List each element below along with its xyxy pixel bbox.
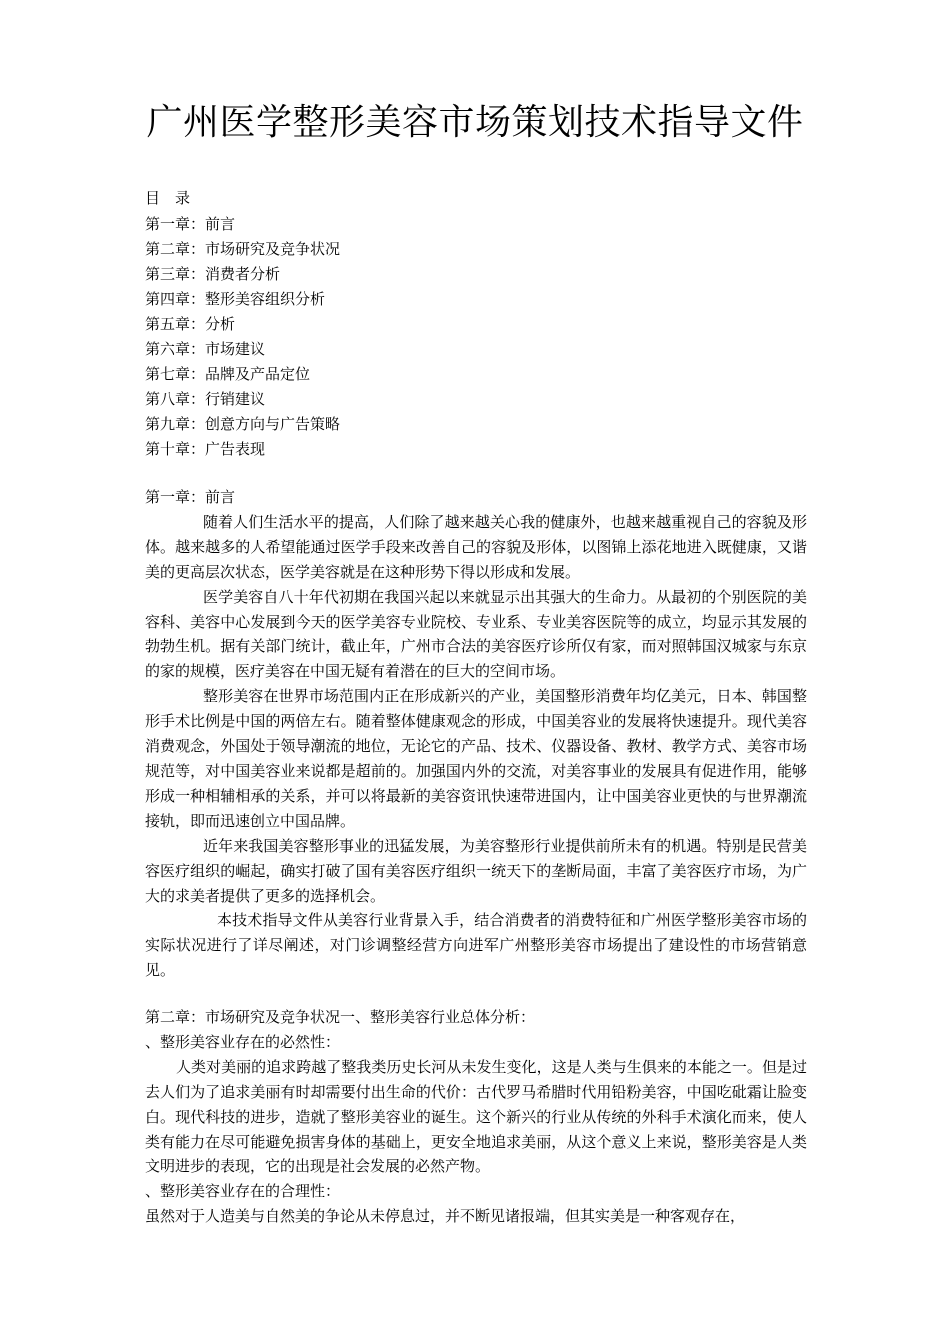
chapter-1-section [145,485,807,983]
toc-item: 第一章：前言 [145,215,236,233]
toc-item: 第四章：整形美容组织分析 [145,290,326,308]
table-of-contents [145,212,805,462]
toc-heading: 目 录 [145,189,191,207]
toc-item: 第七章：品牌及产品定位 [145,365,311,383]
chapter-2-paragraph: 虽然对于人造美与自然美的争论从未停息过，并不断见诸报端，但其实美是一种客观存在， [145,1207,746,1226]
toc-item: 第十章：广告表现 [145,440,266,458]
section-heading: 、整形美容业存在的合理性： [145,1182,341,1201]
chapter-1-paragraph: 医学美容自八十年代初期在我国兴起以来就显示出其强大的生命力。从最初的个别医院的美容科、美容中心发展到今天的医学美容专业院校、专业系、专业美容医院等的成立，均显示其发展的勃勃生机。据有关部门统计，截止年，广州市合法的美容医疗诊所仅有家，而对照韩国汉城家与东京的家的规模，医疗美容在中国无疑有着潜在的巨大的空间市场。 [145,587,807,681]
chapter-2-paragraph: 人类对美丽的追求跨越了整我类历史长河从未发生变化，这是人类与生俱来的本能之一。但是过去人们为了追求美丽有时却需要付出生命的代价：古代罗马希腊时代用铅粉美容，中国吃砒霜让脸变白。现代科技的进步，造就了整形美容业的诞生。这个新兴的行业从传统的外科手术演化而来，使人类有能力在尽可能避免损害身体的基础上，更安全地追求美丽，从这个意义上来说，整形美容是人类文明进步的表现，它的出现是社会发展的必然产物。 [145,1057,807,1176]
chapter-1-paragraph: 本技术指导文件从美容行业背景入手，结合消费者的消费特征和广州医学整形美容市场的实际状况进行了详尽阐述，对门诊调整经营方向进军广州整形美容市场提出了建设性的市场营销意见。 [145,911,807,980]
toc-item: 第五章：分析 [145,315,236,333]
toc-item: 第二章：市场研究及竞争状况 [145,240,341,258]
chapter-1-paragraph: 随着人们生活水平的提高，人们除了越来越关心我的健康外，也越来越重视自己的容貌及形体。越来越多的人希望能通过医学手段来改善自己的容貌及形体，以图锦上添花地进入既健康，又谐美的更高层次状态，医学美容就是在这种形势下得以形成和发展。 [145,512,807,581]
toc-item: 第八章：行销建议 [145,390,266,408]
toc-item: 第九章：创意方向与广告策略 [145,415,341,433]
chapter-2-heading: 第二章：市场研究及竞争状况一、整形美容行业总体分析： [145,1008,536,1026]
chapter-1-paragraph: 近年来我国美容整形事业的迅猛发展，为美容整形行业提供前所未有的机遇。特别是民营美容医疗组织的崛起，确实打破了国有美容医疗组织一统天下的垄断局面，丰富了美容医疗市场，为广大的求美者提供了更多的选择机会。 [145,836,807,905]
toc-item: 第六章：市场建议 [145,340,266,358]
document-title: 广州医学整形美容市场策划技术指导文件 [146,102,804,143]
chapter-2-section [145,1005,807,1229]
toc-item: 第三章：消费者分析 [145,265,281,283]
chapter-1-paragraph: 整形美容在世界市场范围内正在形成新兴的产业，美国整形消费年均亿美元，日本、韩国整形手术比例是中国的两倍左右。随着整体健康观念的形成，中国美容业的发展将快速提升。现代美容消费观念，外国处于领导潮流的地位，无论它的产品、技术、仪器设备、教材、教学方式、美容市场规范等，对中国美容业来说都是超前的。加强国内外的交流，对美容事业的发展具有促进作用，能够形成一种相辅相承的关系，并可以将最新的美容资讯快速带进国内，让中国美容业更快的与世界潮流接轨，即而迅速创立中国品牌。 [145,687,807,830]
chapter-1-heading: 第一章：前言 [145,488,236,506]
section-heading: 、整形美容业存在的必然性： [145,1032,341,1051]
